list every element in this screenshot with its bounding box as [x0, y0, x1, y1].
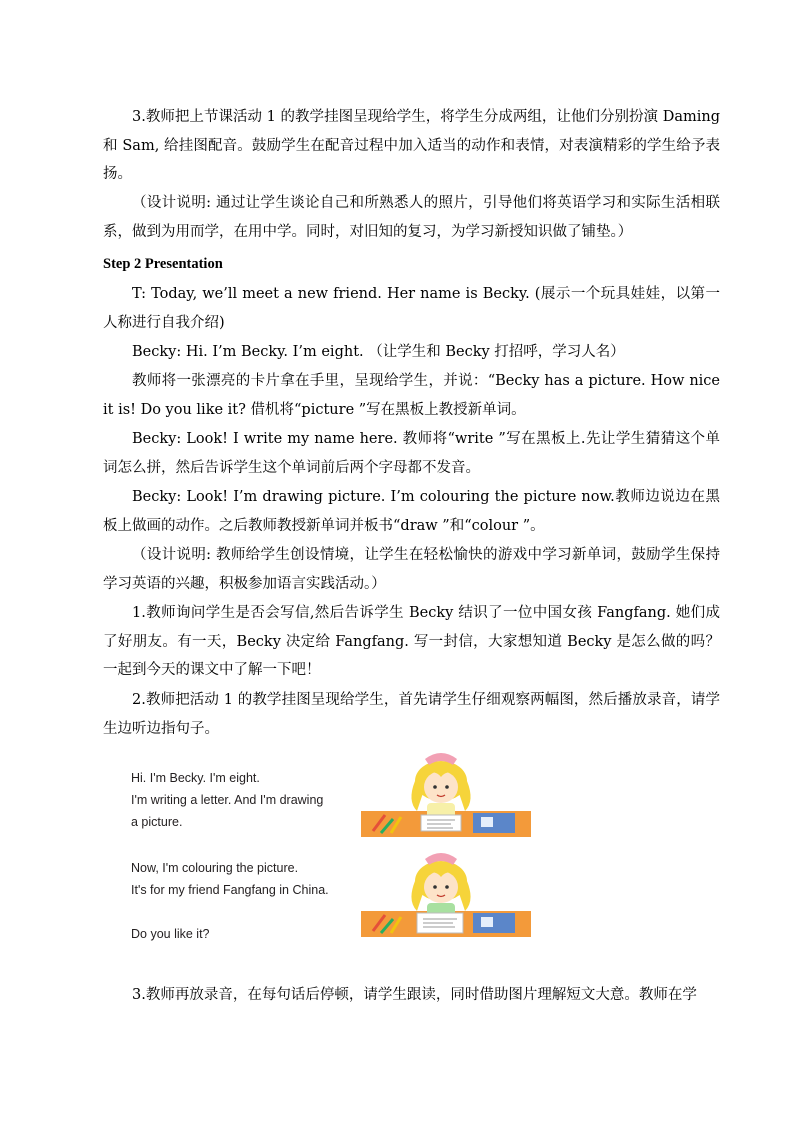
paragraph-step-2: 2.教师把活动 1 的教学挂图呈现给学生，首先请学生仔细观察两幅图，然后播放录音，请学生边听边指句子。 [103, 692, 720, 737]
paragraph-step-1: 1.教师询问学生是否会写信,然后告诉学生 Becky 结识了一位中国女孩 Fangfang. 她们成了好朋友。有一天，Becky 决定给 Fangfang. 写一封信，大家想知道 Becky 是怎么做的吗？一起到今天的课文中了解一下吧！ [103, 605, 720, 678]
panel1-line-1: Hi. I'm Becky. I'm eight. [131, 771, 260, 785]
becky-colouring-picture [361, 849, 531, 941]
panel1-line-2: I'm writing a letter. And I'm drawing [131, 793, 324, 807]
textbook-illustration [113, 745, 531, 961]
becky-drawing-picture [361, 749, 531, 841]
design-note-2: （设计说明: 教师给学生创设情境，让学生在轻松愉快的游戏中学习新单词，鼓励学生保持学习英语的兴趣，积极参加语言实践活动。） [103, 547, 720, 592]
paragraph-step-3: 3.教师再放录音，在每句话后停顿，请学生跟读，同时借助图片理解短文大意。教师在学 [132, 987, 697, 1003]
panel2-line-1: Now, I'm colouring the picture. [131, 861, 299, 875]
paragraph-write-word: Becky: Look! I write my name here. 教师将“write ”写在黑板上.先让学生猜猜这个单词怎么拼，然后告诉学生这个单词前后两个字母都不发音。 [103, 431, 720, 476]
design-note-1: （设计说明: 通过让学生谈论自己和所熟悉人的照片，引导他们将英语学习和实际生活相联系，做到为用而学，在用中学。同时，对旧知的复习，为学习新授知识做了铺垫。） [103, 195, 720, 240]
paragraph-teacher-intro: T: Today, we’ll meet a new friend. Her name is Becky. (展示一个玩具娃娃，以第一人称进行自我介绍) [103, 286, 720, 331]
paragraph-draw-colour: Becky: Look! I’m drawing picture. I’m colouring the picture now.教师边说边在黑板上做画的动作。之后教师教授新单词并板书“draw ”和“colour ”。 [103, 489, 720, 534]
panel2-line-2: It's for my friend Fangfang in China. [131, 883, 329, 897]
panel2-line-3: Do you like it? [131, 927, 210, 941]
section-heading: Step 2 Presentation [103, 256, 223, 272]
panel1-line-3: a picture. [131, 815, 183, 829]
paragraph-activity-3: 3.教师把上节课活动 1 的教学挂图呈现给学生，将学生分成两组，让他们分别扮演 Daming 和 Sam, 给挂图配音。鼓励学生在配音过程中加入适当的动作和表情，对表演精彩的学生给予表扬。 [103, 109, 720, 182]
paragraph-becky-greeting: Becky: Hi. I’m Becky. I’m eight. （让学生和 Becky 打招呼，学习人名） [132, 344, 625, 360]
paragraph-picture-word: 教师将一张漂亮的卡片拿在手里，呈现给学生，并说：“Becky has a picture. How nice it is! Do you like it? 借机将“picture ”写在黑板上教授新单词。 [103, 373, 720, 418]
